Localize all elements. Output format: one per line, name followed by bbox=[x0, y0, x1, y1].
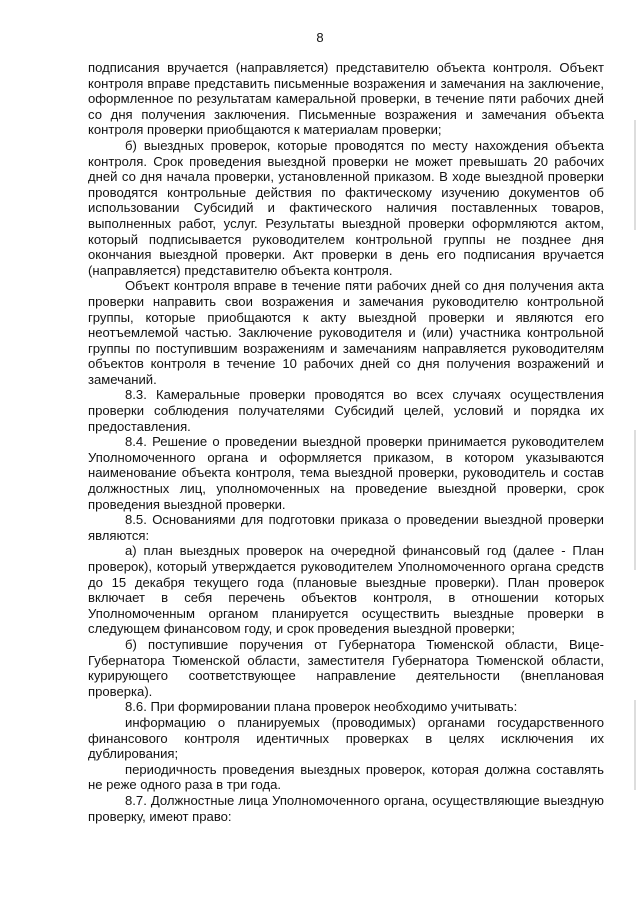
document-body bbox=[88, 60, 604, 824]
paragraph-8-7: 8.7. Должностные лица Уполномоченного органа, осуществляющие выездную проверку, имеют право: bbox=[88, 792, 604, 824]
scan-edge-mark bbox=[634, 700, 636, 790]
scan-edge-mark bbox=[634, 430, 636, 570]
paragraph-8-5-b: б) поступившие поручения от Губернатора Тюменской области, Вице-Губернатора Тюменской области, заместителя Губернатора Тюменской области, курирующего соответствующее направление деятельности (внеплановая проверка). bbox=[88, 636, 604, 699]
paragraph-8-4: 8.4. Решение о проведении выездной проверки принимается руководителем Уполномоченного органа и оформляется приказом, в котором указываются наименование объекта контроля, тема выездной проверки, руководитель и состав должностных лиц, уполномоченных на проведение выездной проверки, срок проведения выездной проверки. bbox=[88, 434, 604, 512]
paragraph-8-6-information: информацию о планируемых (проводимых) органами государственного финансового контроля идентичных проверках в целях исключения их дублирования; bbox=[88, 714, 604, 762]
scan-edge-mark bbox=[634, 120, 636, 230]
paragraph-field-check-objections: Объект контроля вправе в течение пяти рабочих дней со дня получения акта проверки направить свои возражения и замечания руководителю контрольной группы, которые приобщаются к акту выездной проверки и являются его неотъемлемой частью. Заключение руководителя и (или) участника контрольной группы по поступившим возражениям и замечаниям направляется руководителям объектов контроля в течение 10 рабочих дней со дня получения возражений и замечаний. bbox=[88, 278, 604, 387]
paragraph-8-5: 8.5. Основаниями для подготовки приказа о проведении выездной проверки являются: bbox=[88, 512, 604, 543]
paragraph-camera-check-objections: подписания вручается (направляется) представителю объекта контроля. Объект контроля вправе представить письменные возражения и замечания на заключение, оформленное по результатам камеральной проверки, в течение пяти рабочих дней со дня получения заключения. Письменные возражения и замечания объекта контроля проверки приобщаются к материалам проверки; bbox=[88, 60, 604, 138]
paragraph-8-6-periodicity: периодичность проведения выездных проверок, которая должна составлять не реже одного раза в три года. bbox=[88, 761, 604, 793]
paragraph-8-5-a: а) план выездных проверок на очередной финансовый год (далее - План проверок), который утверждается руководителем Уполномоченного органа средств до 15 декабря текущего года (плановые выездные проверки). План проверок включает в себя перечень объектов контроля, в отношении которых Уполномоченным органом планируется осуществить выездные проверки в следующем финансовом году, и срок проведения выездной проверки; bbox=[88, 543, 604, 637]
paragraph-8-3: 8.3. Камеральные проверки проводятся во всех случаях осуществления проверки соблюдения получателями Субсидий целей, условий и порядка их предоставления. bbox=[88, 387, 604, 434]
paragraph-8-6: 8.6. При формировании плана проверок необходимо учитывать: bbox=[125, 699, 518, 715]
page-number: 8 bbox=[316, 30, 324, 45]
paragraph-field-checks: б) выездных проверок, которые проводятся по месту нахождения объекта контроля. Срок проведения выездной проверки не может превышать 20 рабочих дней со дня начала проверки, установленной приказом. В ходе выездной проверки проводятся контрольные действия по фактическому изучению документов об использовании Субсидий и фактического наличия поставленных товаров, выполненных работ, услуг. Результаты выездной проверки оформляются актом, который подписывается руководителем контрольной группы не позднее дня окончания выездной проверки. Акт проверки в день его подписания вручается (направляется) представителю объекта контроля. bbox=[88, 137, 604, 278]
